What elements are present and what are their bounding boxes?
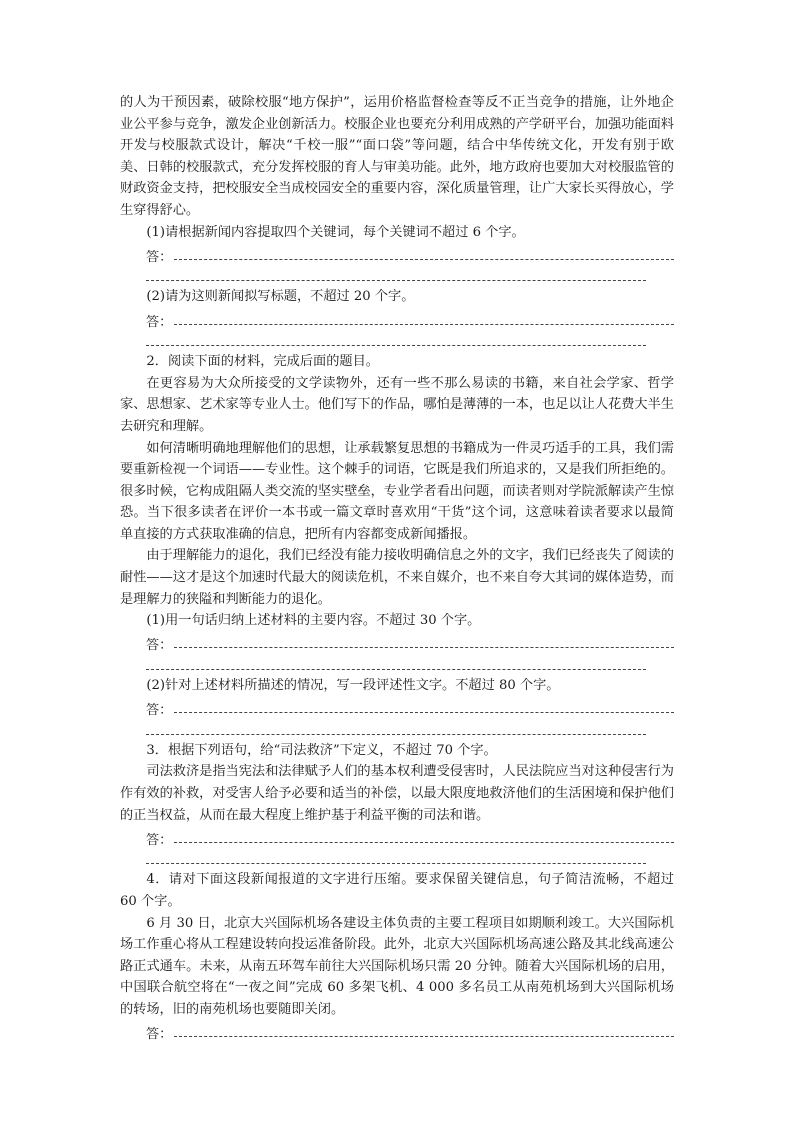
question-3-title: 3．根据下列语句，给“司法救济”下定义，不超过 70 个字。 [146,742,497,758]
answer-line-1-1-extra[interactable] [120,265,674,287]
answer-line-2-1[interactable] [120,632,674,654]
answer-line-3[interactable] [120,826,674,848]
answer-blank [174,259,674,260]
answer-line-1-2-extra[interactable] [120,330,674,352]
question-1-1: (1)请根据新闻内容提取四个关键词，每个关键词不超过 6 个字。 [146,224,525,240]
answer-line-3-extra[interactable] [120,848,674,870]
question-2-title: 2．阅读下面的材料，完成后面的题目。 [146,354,379,370]
answer-line-4[interactable] [120,1021,674,1043]
question-2-1: (1)用一句话归纳上述材料的主要内容。不超过 30 个字。 [146,613,481,629]
answer-blank [174,842,674,843]
answer-label: 答： [146,314,173,330]
answer-blank [174,647,674,648]
answer-line-1-2[interactable] [120,308,674,330]
paragraph-q2-2: 如何清晰明确地理解他们的思想，让承载繁复思想的书籍成为一件灵巧适手的工具，我们需要重新检视一个词语——专业性。这个棘手的词语，它既是我们所追求的，又是我们所拒绝的。很多时候，它构成阻隔人类交流的坚实壁垒，专业学者看出问题，而读者则对学院派解读产生惊恐。当下很多读者在评价一本书或一篇文章时喜欢用“干货”这个词，这意味着读者要求以最简单直接的方式获取准确的信息，把所有内容都变成新闻播报。 [120,440,674,542]
paragraph-q2-3: 由于理解能力的退化，我们已经没有能力接收明确信息之外的文字，我们已经丧失了阅读的耐性——这才是这个加速时代最大的阅读危机，不来自媒介，也不来自夸大其词的媒体造势，而是理解力的狭隘和判断能力的退化。 [120,548,674,607]
paragraph-q4-1: 6 月 30 日，北京大兴国际机场各建设主体负责的主要工程项目如期顺利竣工。大兴国际机场工作重心将从工程建设转向投运准备阶段。此外，北京大兴国际机场高速公路及其北线高速公路正式通车。未来，从南五环驾车前往大兴国际机场只需 20 分钟。随着大兴国际机场的启用，中国联合航空将在“一夜之间”完成 60 多架飞机、4 000 多名员工从南苑机场到大兴国际机场的转场，旧的南苑机场也要随即关闭。 [120,915,674,1017]
answer-line-2-2[interactable] [120,697,674,719]
paragraph-q3-1: 司法救济是指当宪法和法律赋予人们的基本权利遭受侵害时，人民法院应当对这种侵害行为作有效的补救，对受害人给予必要和适当的补偿，以最大限度地救济他们的生活困境和保护他们的正当权益，从而在最大程度上维护基于利益平衡的司法和谐。 [120,764,674,823]
answer-label: 答： [146,638,173,654]
question-4-title: 4．请对下面这段新闻报道的文字进行压缩。要求保留关键信息，句子简洁流畅，不超过 60 个字。 [120,872,674,909]
answer-label: 答： [146,703,173,719]
answer-line-1-1[interactable] [120,243,674,265]
answer-line-2-1-extra[interactable] [120,653,674,675]
answer-blank [174,324,674,325]
answer-blank [174,712,674,713]
question-2-2: (2)针对上述材料所描述的情况，写一段评述性文字。不超过 80 个字。 [146,678,560,694]
answer-blank [174,1036,674,1037]
answer-label: 答： [146,832,173,848]
answer-label: 答： [146,1027,173,1043]
paragraph-q2-1: 在更容易为大众所接受的文学读物外，还有一些不那么易读的书籍，来自社会学家、哲学家、思想家、艺术家等专业人士。他们写下的作品，哪怕是薄薄的一本，也足以让人花费大半生去研究和理解。 [120,375,674,434]
paragraph-q1-news-tail: 的人为干预因素，破除校服“地方保护”，运用价格监督检查等反不正当竞争的措施，让外地企业公平参与竞争，激发企业创新活力。校服企业也要充分利用成熟的产学研平台，加强功能面料开发与校服款式设计，解决“千校一服”“面口袋”等问题，结合中华传统文化，开发有别于欧美、日韩的校服款式，充分发挥校服的育人与审美功能。此外，地方政府也要加大对校服监管的财政资金支持，把校服安全当成校园安全的重要内容，深化质量管理，让广大家长买得放心，学生穿得舒心。 [120,95,674,218]
question-1-2: (2)请为这则新闻拟写标题，不超过 20 个字。 [146,289,415,305]
answer-line-2-2-extra[interactable] [120,718,674,740]
answer-label: 答： [146,249,173,265]
